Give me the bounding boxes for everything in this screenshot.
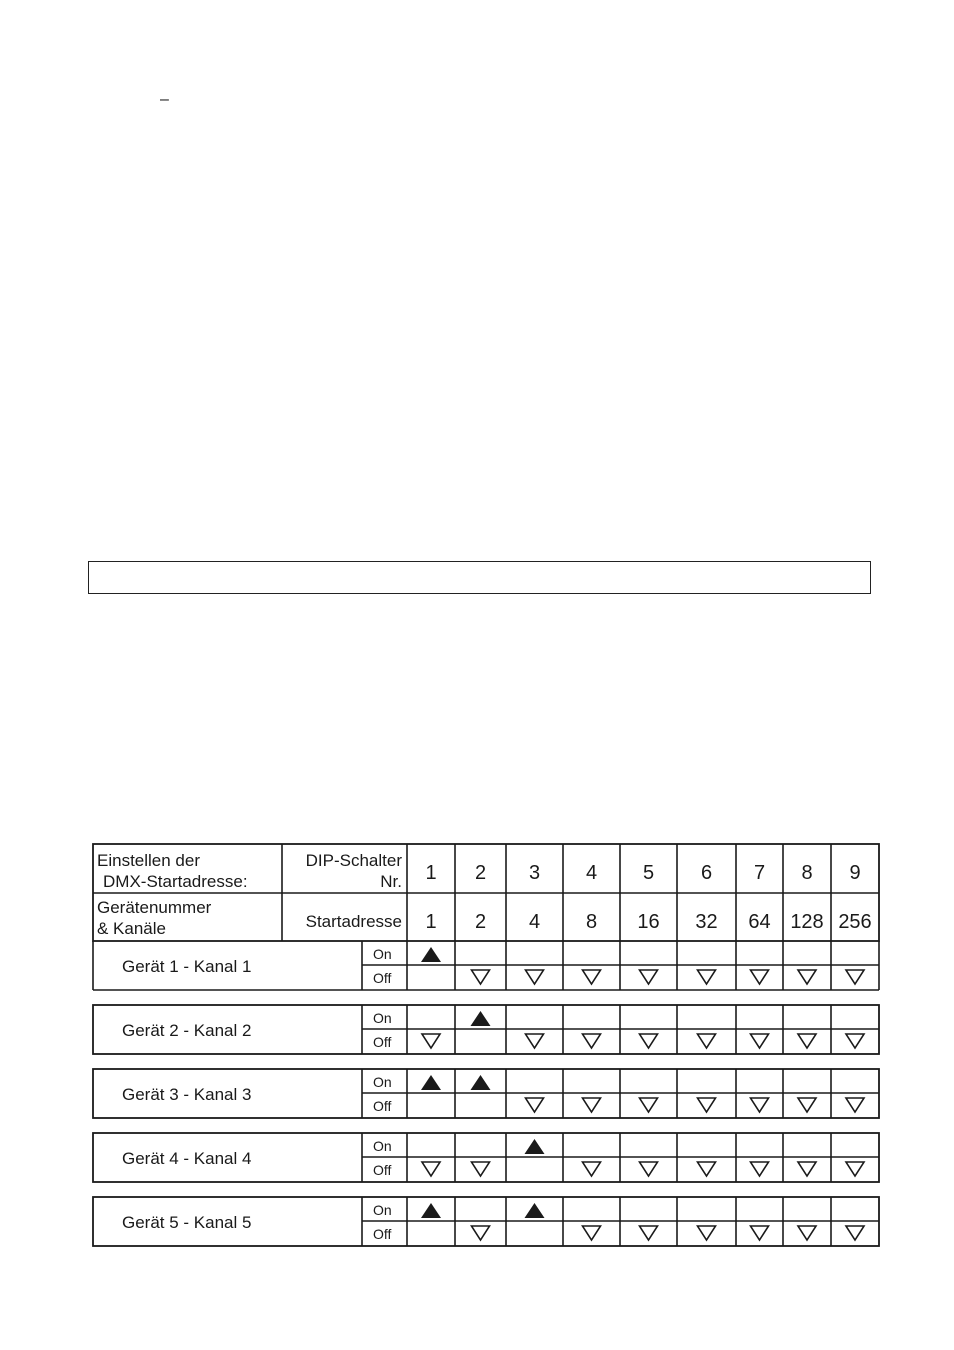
on-label: On bbox=[373, 1074, 392, 1090]
device-label: Gerät 3 - Kanal 3 bbox=[122, 1085, 252, 1104]
device-block bbox=[93, 1133, 879, 1182]
switch-off-marker bbox=[526, 1034, 544, 1048]
switch-number: 6 bbox=[700, 862, 713, 884]
start-address: 64 bbox=[748, 911, 771, 933]
switch-off-marker bbox=[526, 970, 544, 984]
switch-on-marker bbox=[421, 1203, 441, 1218]
switch-on-marker bbox=[471, 1011, 491, 1026]
off-label: Off bbox=[373, 1034, 392, 1050]
switch-off-marker bbox=[798, 1226, 816, 1240]
switch-off-marker bbox=[698, 1226, 716, 1240]
on-label: On bbox=[373, 1138, 392, 1154]
switch-number: 8 bbox=[801, 862, 813, 884]
start-address: 4 bbox=[528, 911, 541, 933]
device-block bbox=[93, 1005, 879, 1054]
switch-number: 5 bbox=[642, 862, 655, 884]
dip-nr-label: Nr. bbox=[380, 872, 402, 891]
kanaele-label: & Kanäle bbox=[97, 919, 166, 938]
table-header bbox=[93, 844, 879, 941]
switch-number: 4 bbox=[585, 862, 598, 884]
switch-off-marker bbox=[640, 1034, 658, 1048]
switch-off-marker bbox=[640, 1226, 658, 1240]
on-label: On bbox=[373, 946, 392, 962]
switch-off-marker bbox=[798, 1098, 816, 1112]
switch-off-marker bbox=[798, 1162, 816, 1176]
switch-off-marker bbox=[846, 1162, 864, 1176]
switch-off-marker bbox=[640, 970, 658, 984]
device-block bbox=[93, 1069, 879, 1118]
header-label-2: DMX-Startadresse: bbox=[103, 872, 248, 891]
header-label-1: Einstellen der bbox=[97, 851, 201, 870]
switch-off-marker bbox=[640, 1098, 658, 1112]
switch-off-marker bbox=[583, 970, 601, 984]
switch-on-marker bbox=[421, 947, 441, 962]
switch-off-marker bbox=[472, 1162, 490, 1176]
switch-number: 9 bbox=[849, 862, 861, 884]
page-mark: – bbox=[160, 91, 169, 108]
switch-off-marker bbox=[583, 1162, 601, 1176]
switch-off-marker bbox=[798, 1034, 816, 1048]
switch-off-marker bbox=[751, 1162, 769, 1176]
start-address: 16 bbox=[637, 911, 660, 933]
geraetenummer-label: Gerätenummer bbox=[97, 898, 212, 917]
device-label: Gerät 4 - Kanal 4 bbox=[122, 1149, 252, 1168]
off-label: Off bbox=[373, 1162, 392, 1178]
startadresse-label: Startadresse bbox=[305, 912, 402, 931]
start-address: 256 bbox=[838, 911, 872, 933]
off-label: Off bbox=[373, 1098, 392, 1114]
start-address: 2 bbox=[474, 911, 487, 933]
switch-number: 1 bbox=[425, 862, 437, 884]
device-label: Gerät 5 - Kanal 5 bbox=[122, 1213, 252, 1232]
switch-off-marker bbox=[583, 1226, 601, 1240]
switch-off-marker bbox=[422, 1034, 440, 1048]
on-label: On bbox=[373, 1202, 392, 1218]
switch-on-marker bbox=[471, 1075, 491, 1090]
switch-off-marker bbox=[472, 1226, 490, 1240]
switch-off-marker bbox=[526, 1098, 544, 1112]
start-address: 32 bbox=[695, 911, 718, 933]
switch-off-marker bbox=[846, 1226, 864, 1240]
switch-off-marker bbox=[698, 1162, 716, 1176]
switch-off-marker bbox=[751, 1034, 769, 1048]
dip-schalter-label: DIP-Schalter bbox=[305, 851, 402, 870]
switch-off-marker bbox=[422, 1162, 440, 1176]
switch-number: 3 bbox=[528, 862, 541, 884]
off-label: Off bbox=[373, 1226, 392, 1242]
start-address: 128 bbox=[790, 911, 824, 933]
device-block bbox=[93, 941, 879, 990]
start-address: 8 bbox=[585, 911, 598, 933]
switch-off-marker bbox=[698, 1034, 716, 1048]
switch-number: 2 bbox=[474, 862, 487, 884]
off-label: Off bbox=[373, 970, 392, 986]
switch-off-marker bbox=[583, 1034, 601, 1048]
device-blocks bbox=[93, 941, 879, 1246]
switch-on-marker bbox=[525, 1203, 545, 1218]
device-label: Gerät 2 - Kanal 2 bbox=[122, 1021, 252, 1040]
switch-number: 7 bbox=[753, 862, 766, 884]
switch-off-marker bbox=[583, 1098, 601, 1112]
start-address: 1 bbox=[425, 911, 437, 933]
switch-on-marker bbox=[421, 1075, 441, 1090]
switch-off-marker bbox=[751, 1226, 769, 1240]
switch-off-marker bbox=[846, 970, 864, 984]
switch-off-marker bbox=[751, 1098, 769, 1112]
switch-off-marker bbox=[698, 970, 716, 984]
switch-off-marker bbox=[846, 1034, 864, 1048]
switch-off-marker bbox=[640, 1162, 658, 1176]
on-label: On bbox=[373, 1010, 392, 1026]
switch-off-marker bbox=[698, 1098, 716, 1112]
switch-off-marker bbox=[798, 970, 816, 984]
switch-off-marker bbox=[472, 970, 490, 984]
switch-off-marker bbox=[751, 970, 769, 984]
device-block bbox=[93, 1197, 879, 1246]
device-label: Gerät 1 - Kanal 1 bbox=[122, 957, 252, 976]
switch-on-marker bbox=[525, 1139, 545, 1154]
switch-off-marker bbox=[846, 1098, 864, 1112]
